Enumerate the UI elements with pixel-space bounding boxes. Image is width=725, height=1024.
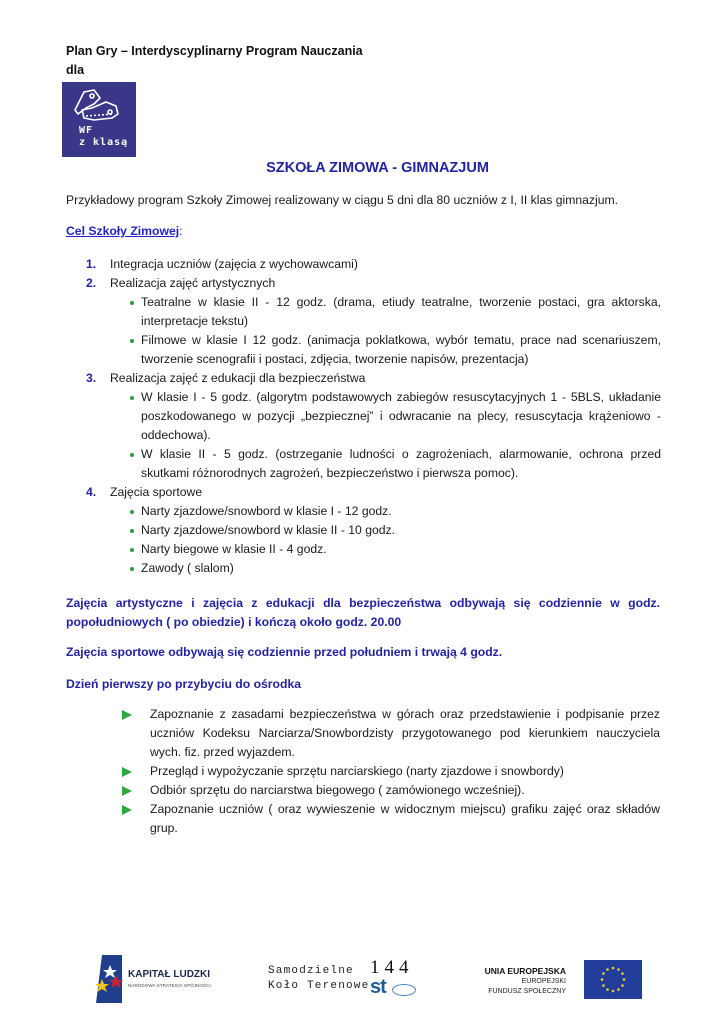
list-item — [122, 781, 660, 800]
skt-logo — [268, 955, 428, 1003]
list-item — [122, 762, 660, 781]
list-item — [122, 800, 660, 838]
skt-number: 144 — [370, 957, 414, 978]
sneakers-icon — [72, 88, 126, 128]
kapital-ludzki-title: KAPITAŁ LUDZKI — [128, 969, 211, 980]
logo-text — [79, 125, 128, 149]
list-item — [86, 293, 661, 331]
document-header — [66, 42, 386, 80]
goal-colon: : — [179, 224, 183, 238]
bullet-icon — [130, 529, 134, 533]
eu-flag-icon — [584, 960, 642, 999]
bullet-icon — [130, 567, 134, 571]
list-item — [86, 521, 661, 540]
list-item-text: Teatralne w klasie II - 12 godz. (drama, etiudy teatralne, tworzenie postaci, gra aktorska, interpretacje tekstu) — [141, 295, 661, 328]
st-logo-badge-icon — [392, 984, 416, 996]
arrow-bullet-icon — [122, 805, 132, 815]
goals-list — [86, 255, 661, 578]
kapital-ludzki-icon — [92, 955, 126, 1003]
list-item-text: Zapoznanie z zasadami bezpieczeństwa w górach oraz przedstawienie i podpisanie przez uczniów Kodeksu Narciarza/Snowbordzisty przygotowanego pod kierunkiem nauczyciela wych. fiz. przed wyjazdem. — [150, 707, 660, 759]
header-title-line1: Plan Gry – Interdyscyplinarny Program Nauczania — [66, 44, 363, 58]
goal-label: Realizacja zajęć z edukacji dla bezpieczeństwa — [110, 371, 366, 385]
goal-number: 3. — [86, 371, 97, 385]
list-item-text: Narty biegowe w klasie II - 4 godz. — [141, 542, 327, 556]
list-item — [86, 502, 661, 521]
intro-paragraph: Przykładowy program Szkoły Zimowej realizowany w ciągu 5 dni dla 80 uczniów z I, II klas gimnazjum. — [66, 193, 619, 207]
list-item-text: Odbiór sprzętu do narciarstwa biegowego ( zamówionego wcześniej). — [150, 783, 525, 797]
list-item-text: Filmowe w klasie I 12 godz. (animacja poklatkowa, wybór tematu, prace nad scenariuszem, tworzenie scenografii i postaci, zdjęcia, tworzenie napisów, prezentacja) — [141, 333, 661, 366]
skt-line2: Koło Terenowe — [268, 980, 370, 992]
arrow-bullet-icon — [122, 767, 132, 777]
eu-line2: EUROPEJSKI — [521, 978, 566, 985]
goal-label: Realizacja zajęć artystycznych — [110, 276, 276, 290]
footer-logos — [0, 950, 725, 1010]
arrow-bullet-icon — [122, 786, 132, 796]
list-item — [86, 331, 661, 369]
eu-line1: UNIA EUROPEJSKA — [484, 966, 566, 976]
list-item-text: W klasie I - 5 godz. (algorytm podstawowych zabiegów resuscytacyjnych 1 - 5BLS, układanie poszkodowanego w pozycji „bezpiecznej” i odwracanie na plecy, resuscytacja krążeniowo - oddechowa). — [141, 390, 661, 442]
list-item — [86, 388, 661, 445]
goal-number: 4. — [86, 485, 97, 499]
bullet-icon — [130, 548, 134, 552]
list-item-text: Zawody ( slalom) — [141, 561, 234, 575]
list-item-text: Przegląd i wypożyczanie sprzętu narciarskiego (narty zjazdowe i snowbordy) — [150, 764, 564, 778]
list-item-text: Narty zjazdowe/snowbord w klasie I - 12 godz. — [141, 504, 392, 518]
page-title: SZKOŁA ZIMOWA - GIMNAZJUM — [266, 160, 489, 176]
logo-line1: WF — [79, 125, 94, 136]
header-title-line2: dla — [66, 63, 85, 77]
bullet-icon — [130, 396, 134, 400]
bullet-icon — [130, 339, 134, 343]
logo-line2: z klasą — [79, 137, 129, 148]
goal-item — [86, 369, 661, 388]
list-item-text: Zapoznanie uczniów ( oraz wywieszenie w widocznym miejscu) grafiku zajęć oraz składów grup. — [150, 802, 660, 835]
list-item — [122, 705, 660, 762]
day-one-heading: Dzień pierwszy po przybyciu do ośrodka — [66, 677, 301, 691]
wf-z-klasa-logo — [62, 82, 136, 157]
list-item — [86, 445, 661, 483]
goal-number: 2. — [86, 276, 97, 290]
goal-heading — [66, 224, 183, 238]
kapital-ludzki-logo — [92, 955, 222, 1003]
list-item-text: Narty zjazdowe/snowbord w klasie II - 10 godz. — [141, 523, 396, 537]
note-artistic: Zajęcia artystyczne i zajęcia z edukacji dla bezpieczeństwa odbywają się codziennie w godz. popołudniowych ( po obiedzie) i kończą około godz. 20.00 — [66, 596, 660, 629]
list-item-text: W klasie II - 5 godz. (ostrzeganie ludności o zagrożeniach, alarmowanie, ochrona przed skutkami różnorodnych zagrożeń, bezpieczeństwo i pierwsza pomoc). — [141, 447, 661, 480]
goal-number: 1. — [86, 257, 97, 271]
arrow-bullet-icon — [122, 710, 132, 720]
kapital-ludzki-subtitle: NARODOWA STRATEGIA SPÓJNOŚCI — [128, 983, 211, 988]
bullet-icon — [130, 453, 134, 457]
goal-label: Zajęcia sportowe — [110, 485, 203, 499]
note-sport: Zajęcia sportowe odbywają się codziennie przed południem i trwają 4 godz. — [66, 645, 503, 659]
goal-item — [86, 483, 661, 502]
list-item — [86, 559, 661, 578]
skt-line1: Samodzielne — [268, 965, 354, 977]
day-one-list — [122, 705, 660, 838]
goal-item — [86, 274, 661, 293]
eu-line3: FUNDUSZ SPOŁECZNY — [488, 988, 566, 995]
goal-item — [86, 255, 661, 274]
bullet-icon — [130, 510, 134, 514]
st-logo-icon: st — [370, 976, 386, 998]
bullet-icon — [130, 301, 134, 305]
eu-logo — [484, 958, 634, 1002]
goal-link[interactable]: Cel Szkoły Zimowej — [66, 224, 180, 238]
list-item — [86, 540, 661, 559]
goal-label: Integracja uczniów (zajęcia z wychowawcami) — [110, 257, 358, 271]
